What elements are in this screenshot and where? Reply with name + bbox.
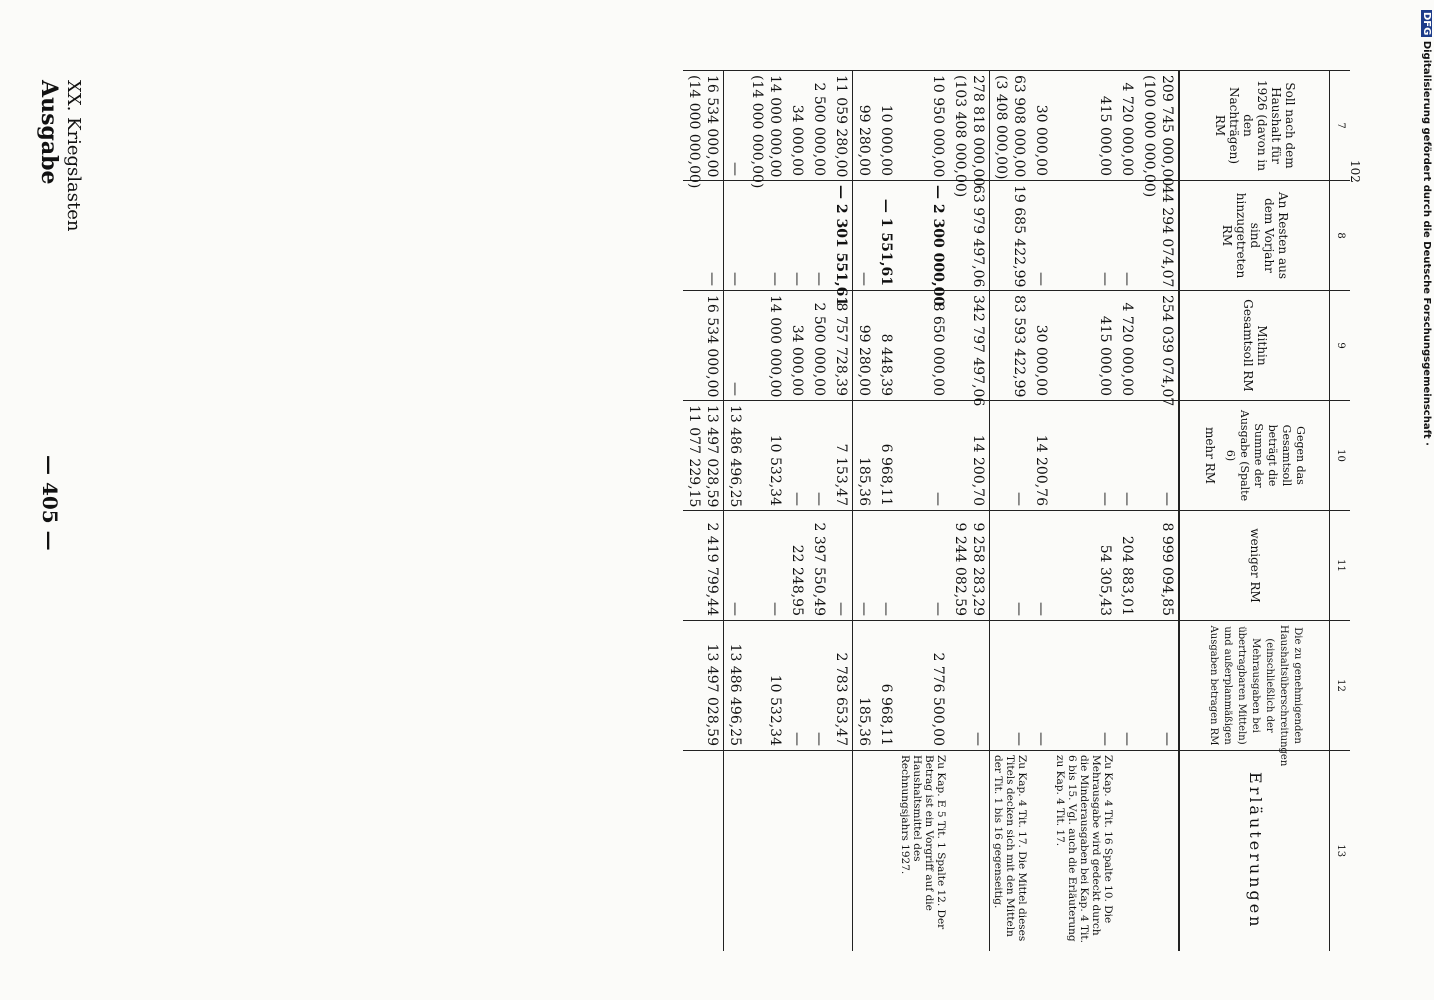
cell: — [853,511,876,621]
cell: — [809,401,831,511]
cell: 342 797 497,06 [950,291,991,401]
cell: — 1 551,61 [876,181,898,291]
cell: Zu Kap. 4 Tit. 17. Die Mittel dieses Titels decken sich mit den Mitteln der Tit. 1 bis 16 gegenseitig. [990,751,1031,951]
cell: 99 280,00 [853,291,876,401]
table-row [853,71,876,951]
cell: — [724,291,747,401]
cell: — [747,181,787,291]
table-row [809,71,831,951]
cell: 11 059 280,00 [831,71,854,181]
cell: 19 685 422,99 [990,181,1031,291]
page-number: — 405 — [38,455,62,551]
col-number: 8 [1330,181,1351,291]
cell: — [809,621,831,751]
cell [724,751,747,951]
cell: 2 776 500,00 [898,621,950,751]
table-row [1139,71,1180,951]
cell: — [684,181,725,291]
cell: 14 200,76 [1031,401,1053,511]
table-row [724,71,747,951]
cell: 99 280,00 [853,71,876,181]
col-number: 7 [1330,71,1351,181]
cell: — [1117,621,1139,751]
cell [1139,751,1180,951]
cell: 2 500 000,00 [809,71,831,181]
cell: 185,36 [853,401,876,511]
cell: 83 593 422,99 [990,291,1031,401]
cell: 63 979 497,06 [950,181,991,291]
header-gesamtsoll: Mithin Gesamtsoll RM [1180,291,1330,401]
cell: — [831,511,854,621]
cell: — [1053,621,1117,751]
cell: — [1031,181,1053,291]
cell: 2 783 653,47 [831,621,854,751]
cell: 8 757 728,39 [831,291,854,401]
table-row [747,71,787,951]
cell: 8 650 000,00 [898,291,950,401]
cell: — [1053,401,1117,511]
table-row [1117,71,1139,951]
cell: — 2 301 551,61 [831,181,854,291]
rotated-table-wrapper [80,70,1350,950]
table-row [990,71,1031,951]
cell: — [950,621,991,751]
cell: Zu Kap. 4 Tit. 16 Spalte 10. Die Mehrausgabe wird gedeckt durch die Minderausgaben bei Kap. 4 Tit. 6 bis 15. Vgl. auch die Erläuterung zu Kap. 4 Tit. 17. [1053,751,1117,951]
cell: 7 153,47 [831,401,854,511]
cell: — [809,181,831,291]
dfg-logo: DFG [1421,12,1432,36]
cell: — [853,181,876,291]
cell: 34 000,00 [787,71,809,181]
cell: 185,36 [853,621,876,751]
cell [747,751,787,951]
cell: — [787,181,809,291]
cell: (103 408 000,00) [952,75,969,198]
cell: 22 248,95 [787,511,809,621]
cell: 4 720 000,00 [1117,291,1139,401]
table-row-subtotal [950,71,991,951]
cell [809,751,831,951]
cell [1031,751,1053,951]
cell: 44 294 074,07 [1139,181,1180,291]
cell: 204 883,01 [1117,511,1139,621]
section-title: Ausgabe [36,80,62,185]
cell: — [990,511,1031,621]
cell: — [787,621,809,751]
table-row-total [684,71,725,951]
cell: 16 534 000,00 [684,291,725,401]
cell: 2 419 799,44 [684,511,725,621]
cell [853,751,876,951]
cell: (100 000 000,00) [1141,75,1158,198]
cell: — [724,181,747,291]
header-soll: Soll nach dem Haushalt für 1926 (davon in den Nachträgen) RM [1180,71,1330,181]
cell: 10 532,34 [747,401,787,511]
cell: 63 908 000,00 [1011,75,1028,178]
cell: — [1117,401,1139,511]
cell: 13 486 496,25 [724,621,747,751]
table-row [787,71,809,951]
cell: 4 720 000,00 [1117,71,1139,181]
cell: 415 000,00 [1053,291,1117,401]
cell: — [1117,181,1139,291]
cell: 11 077 229,15 [686,405,703,508]
cell: 10 532,34 [747,621,787,751]
cell: 30 000,00 [1031,291,1053,401]
header-erlaeuterungen: Erläuterungen [1180,751,1330,951]
cell: — [1031,621,1053,751]
cell: (14 000 000,00) [686,75,703,189]
cell: 34 000,00 [787,291,809,401]
cell: — [724,511,747,621]
col-number: 10 [1330,401,1351,511]
cell: — [898,511,950,621]
col-number: 13 [1330,751,1351,951]
column-number-row [1330,71,1351,951]
cell: 9 258 283,29 [970,522,987,616]
subsection-title: XX. Kriegslasten [63,80,84,232]
col-number: 9 [1330,291,1351,401]
cell: 16 534 000,00 [704,75,721,178]
table-row [898,71,950,951]
cell: — [1053,181,1117,291]
cell: — 2 300 000,00 [898,181,950,291]
cell: 415 000,00 [1053,71,1117,181]
cell: 6 968,11 [876,621,898,751]
cell: 54 305,43 [1053,511,1117,621]
table-row [1031,71,1053,951]
cell: 30 000,00 [1031,71,1053,181]
cell [950,751,991,951]
cell: 14 000 000,00 [767,75,784,178]
cell: 2 500 000,00 [809,291,831,401]
cell: 209 745 000,00 [1159,75,1176,187]
cell: Zu Kap. E 5 Tit. 1 Spalte 12. Der Betrag ist ein Vorgriff auf die Haushaltsmittel des Rechnungsjahrs 1927. [898,751,950,951]
col-number: 11 [1330,511,1351,621]
table-row [1053,71,1117,951]
cell: — [876,511,898,621]
cell [876,751,898,951]
cell [831,751,854,951]
cell: — [898,401,950,511]
budget-table [684,70,1351,951]
cell: — [724,71,747,181]
cell: 278 818 000,00 [970,75,987,187]
cell: — [787,401,809,511]
cell: — [747,511,787,621]
cell: — [1139,621,1180,751]
cell: 254 039 074,07 [1139,291,1180,401]
header-weniger: weniger RM [1180,511,1330,621]
cell: (14 000 000,00) [749,75,766,189]
cell: 9 244 082,59 [952,522,969,616]
cell: 14 200,70 [950,401,991,511]
header-ueberschreitungen: Die zu genehmigenden Haushaltsüberschreitungen (einschließlich der Mehrausgaben bei übertragbaren Mitteln) und außerplanmäßigen Ausgaben betragen RM [1180,621,1330,751]
table-row-subtotal [831,71,854,951]
cell [684,751,725,951]
cell: 13 486 496,25 [724,401,747,511]
cell: 8 999 094,85 [1139,511,1180,621]
cell: 13 497 028,59 [684,621,725,751]
side-page-number: 102 [1348,160,1362,183]
header-row [1180,71,1330,951]
cell: 13 497 028,59 [704,405,721,508]
table-row [876,71,898,951]
cell: 10 950 000,00 [898,71,950,181]
cell: 2 397 550,49 [809,511,831,621]
header-reste: An Resten aus dem Vorjahr sind hinzugetreten RM [1180,181,1330,291]
cell [1117,751,1139,951]
col-number: 12 [1330,621,1351,751]
cell: 6 968,11 [876,401,898,511]
cell: — [990,621,1031,751]
header-mehr [1180,401,1330,511]
cell: — [1031,511,1053,621]
header-mehr-label: mehr RM [1202,426,1217,485]
cell: — [1139,401,1180,511]
cell: 10 000,00 [876,71,898,181]
cell: — [990,401,1031,511]
cell: 8 448,39 [876,291,898,401]
cell: (3 408 000,00) [993,75,1010,180]
cell [787,751,809,951]
digitization-note: DFG Digitalisierung gefördert durch die Deutsche Forschungsgemeinschaft · [1421,12,1432,446]
header-gegen: Gegen das Gesamtsoll beträgt die Summe der Ausgabe (Spalte 6) [1223,409,1307,502]
cell: 14 000 000,00 [747,291,787,401]
